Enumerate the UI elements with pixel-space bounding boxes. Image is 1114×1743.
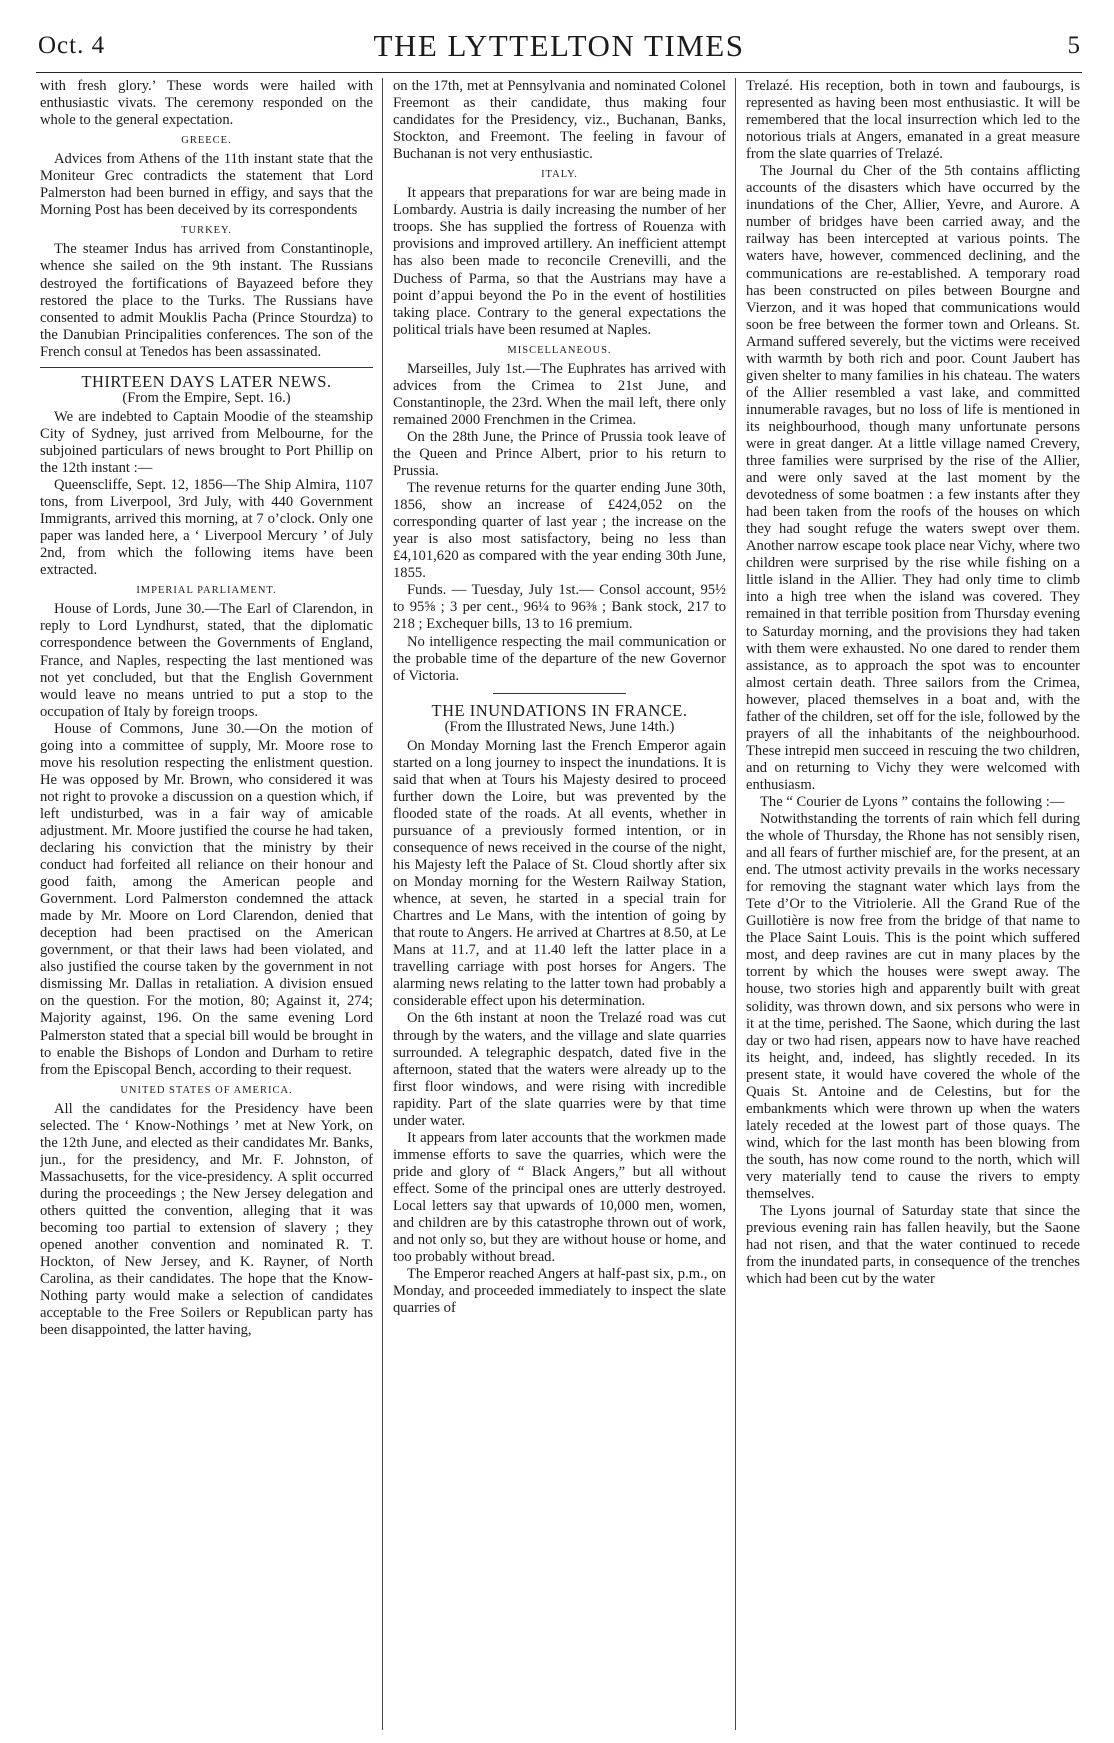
section-heading-turkey: TURKEY.: [181, 225, 232, 237]
column-2: [393, 78, 726, 1728]
paragraph: House of Commons, June 30.—On the motion of going into a committee of supply, Mr. Moore rose to move his resolution respecting the enlistment question. He was opposed by Mr. Brown, who considered it was not right to provoke a discussion on a question which, if left undisturbed, was in a fair way of amicable adjustment. Mr. Moore justified the course he had taken, declaring his conviction that the ministry by their conduct had forfeited all reliance on their honour and good faith, among the American people and Government. Lord Palmerston condemned the attack made by Mr. Moore on Lord Clarendon, denied that deception had been practised on the American government, or that their laws had been violated, and also justified the course taken by the government in not dismissing Mr. Dallas in retaliation. A division ensued on the question. For the motion, 80; Against it, 274; Majority against, 196. On the same evening Lord Palmerston stated that a special bill would be brought in to enable the Bishops of London and Durham to retire from the Episcopal Bench, according to their request.: [40, 720, 373, 1078]
column-1: [40, 78, 373, 1728]
paragraph: Notwithstanding the torrents of rain which fell during the whole of Thursday, the Rhone has not sensibly risen, and all fears of further mischief are, for the present, at an end. The utmost activity prevails in the works necessary for removing the stagnant water which lays from the Tete d’Or to the Vitriolerie. All the Grand Rue of the Guillotière is now free from the bridge of that name to the Place Saint Louis. This is the point which suffered most, and deep ravines are cut in many places by the torrent by which the houses were swept away. The house, two stories high and apparently built with great solidity, was thrown down, and six persons who were in it at the time, perished. The Saone, which during the last day or two had risen, appears now to have have reached its height, and, indeed, has slightly receded. In its present state, it would have covered the whole of the Quais St. Antoine and de Celestins, but for the embankments which were thrown up when the waters lately receded at the lowest part of those quays. The wind, which for the last month has been blowing from the south, has now come round to the north, which will very materially tend to cause the rivers to empty themselves.: [746, 811, 1080, 1203]
paragraph: On Monday Morning last the French Emperor again started on a long journey to inspect the inundations. It is said that when at Tours his Majesty desired to proceed further down the Loire, but was prevented by the flooded state of the roads. At all events, whether in pursuance of a previously formed intention, or in consequence of news received in the course of the night, his Majesty left the Palace of St. Cloud shortly after six on Monday morning for the Western Railway Station, whence, at seven, he started in a special train for Chartres and Le Mans, with the intention of going by that route to Angers. He arrived at Chartres at 8.50, at Le Mans at 11.7, and at 11.40 left the latter place in a travelling carriage with post horses for Angers. The alarming news relating to the latter town had probably a considerable effect upon his determination.: [393, 737, 726, 1010]
article-headline: THIRTEEN DAYS LATER NEWS.: [81, 371, 332, 391]
section-heading-italy: ITALY.: [541, 169, 578, 181]
paragraph: The Lyons journal of Saturday state that since the previous evening rain has fallen heavily, but the Saone had not risen, and that the water continued to recede from the inundated parts, in consequence of the trenches which had been cut by the water: [746, 1203, 1080, 1288]
section-heading-parliament: IMPERIAL PARLIAMENT.: [136, 585, 277, 597]
article-source: (From the Empire, Sept. 16.): [122, 389, 291, 406]
page-number: 5: [1067, 32, 1080, 59]
paragraph: It appears that preparations for war are being made in Lombardy. Austria is daily increasing the number of her troops. She has supplied the fortress of Rouenza with provisions and improved artillery. An inefficient attempt has also been made to reconcile Crenevilli, and the Duchess of Parma, so that the Austrians may have a point d’appui beyond the Po in the event of hostilities taking place. Contrary to the general expectations the political trials have been resumed at Naples.: [393, 185, 726, 338]
paragraph: Advices from Athens of the 11th instant state that the Moniteur Grec contradicts the statement that Lord Palmerston had been burned in effigy, and says that the Morning Post has been deceived by its correspondents: [40, 151, 373, 219]
column-3: [746, 78, 1080, 1728]
column-divider-2: [735, 78, 736, 1730]
paragraph: No intelligence respecting the mail communication or the probable time of the departure of the new Governor of Victoria.: [393, 633, 726, 684]
column-divider-1: [382, 78, 383, 1730]
paragraph: The Journal du Cher of the 5th contains afflicting accounts of the disasters which have occurred by the inundations of the Cher, Allier, Yevre, and Aurore. A number of bridges have been carried away, and the railway has been intercepted at various points. The waters have, however, commenced declining, and the communications are re-established. A temporary road has been constructed on piles between Bourgne and Vierzon, and it was hoped that communications would soon be free between the former town and Orleans. St. Armand suffered severely, but the victims were received with warmth by both rich and poor. Count Jaubert has given shelter to many families in his chateau. The waters of the Allier resembled a vast lake, and committed innumerable ravages, but no loss of life is mentioned in its neighbourhood, though many unfortunate persons were in great danger. At a little village named Crevery, three families were surprised by the rise of the Allier, and were only saved at the last moment by the devotedness of some boatmen : a few instants after they had been taken from the roofs of the houses on which they had sought refuge the waters swept over them. Another narrow escape took place near Vichy, where two children were surprised by the rise while fishing on a little island in the Allier. They had only time to climb into a high tree when the island was covered. They remained in that terrible position from Thursday evening to Saturday morning, and the provisions they had taken with them were exhausted. No one dared to render them assistance, as to approach the spot was to encounter almost certain death. Three sailors from the Crimea, however, placed themselves in a boat and, with the father of the children, set off for the isle, followed by the prayers of all the inhabitants of the neighbourhood. These intrepid men succeed in rescuing the two children, and on returning to Vichy they were welcomed with enthusiasm.: [746, 163, 1080, 793]
paragraph: We are indebted to Captain Moodie of the steamship City of Sydney, just arrived from Melbourne, for the subjoined particulars of news brought to Port Phillip on the 12th instant :—: [40, 408, 373, 476]
paragraph: The revenue returns for the quarter ending June 30th, 1856, show an increase of £424,052 on the corresponding quarter of last year ; the increase on the year is also most satisfactory, being no less than £4,101,620 as compared with the year ending 30th June, 1855.: [393, 480, 726, 582]
paragraph: with fresh glory.’ These words were hailed with enthusiastic vivats. The ceremony responded on the whole to the general expectation.: [40, 78, 373, 129]
paragraph: Marseilles, July 1st.—The Euphrates has arrived with advices from the Crimea to 21st June, and Constantinople, the 23rd. When the mail left, there only remained 2000 Frenchmen in the Crimea.: [393, 360, 726, 428]
paragraph: Queenscliffe, Sept. 12, 1856—The Ship Almira, 1107 tons, from Liverpool, 3rd July, with 440 Government Immigrants, arrived this morning, at 7 o’clock. Only one paper was landed here, a ‘ Liverpool Mercury ’ of July 2nd, from which the following items have been extracted.: [40, 477, 373, 579]
paragraph: The Emperor reached Angers at half-past six, p.m., on Monday, and proceeded immediately to inspect the slate quarries of: [393, 1266, 726, 1317]
paragraph: It appears from later accounts that the workmen made immense efforts to save the quarries, which were the pride and glory of “ Black Angers,” but all without effect. Some of the principal ones are utterly destroyed. Local letters say that upwards of 10,000 men, women, and children are by this catastrophe thrown out of work, and not only so, but they are without house or home, and too probably without bread.: [393, 1129, 726, 1266]
paragraph: on the 17th, met at Pennsylvania and nominated Colonel Freemont as their candidate, thus making four candidates for the Presidency, viz., Buchanan, Banks, Stockton, and Freemont. The feeling in favour of Buchanan is not very enthusiastic.: [393, 78, 726, 163]
newspaper-title: THE LYTTELTON TIMES: [373, 28, 745, 63]
paragraph: House of Lords, June 30.—The Earl of Clarendon, in reply to Lord Lyndhurst, stated, that the diplomatic correspondence between the Governments of England, France, and Naples, respecting the last mentioned was not yet concluded, but that the English Government would leave no means untried to put a stop to the occupation of Italy by foreign troops.: [40, 601, 373, 720]
paragraph: Funds. — Tuesday, July 1st.— Consol account, 95½ to 95⅝ ; 3 per cent., 96¼ to 96⅜ ; Bank stock, 217 to 218 ; Exchequer bills, 13 to 16 premium.: [393, 582, 726, 633]
article-source: (From the Illustrated News, June 14th.): [444, 718, 675, 735]
article-headline: THE INUNDATIONS IN FRANCE.: [431, 700, 688, 720]
paragraph: On the 6th instant at noon the Trelazé road was cut through by the waters, and the village and slate quarries surrounded. A telegraphic despatch, dated five in the afternoon, stated that the waters were already up to the first floor windows, and were rising with incredible rapidity. Part of the slate quarries were by that time under water.: [393, 1010, 726, 1129]
article-divider: [40, 367, 373, 368]
header-rule: [36, 72, 1082, 73]
paragraph: On the 28th June, the Prince of Prussia took leave of the Queen and Prince Albert, prior to his return to Prussia.: [393, 428, 726, 480]
masthead: [30, 28, 1088, 68]
article-divider: [493, 693, 626, 694]
paragraph: All the candidates for the Presidency have been selected. The ‘ Know-Nothings ’ met at New York, on the 12th June, and elected as their candidates Mr. Banks, jun., for the presidency, and Mr. F. Johnston, of Massachusetts, for the vice-presidency. A split occurred during the proceedings ; the New Jersey delegation and others quitted the convention, alleging that it was becoming too partial to extension of slavery ; they opened another convention and nominated R. T. Hockton, of New Jersey, and K. Rayner, of North Carolina, as their candidates. The hope that the Know-Nothing party would make a selection of candidates acceptable to the Free Soilers or Republican party has been disappointed, the latter having,: [40, 1100, 373, 1339]
section-heading-usa: UNITED STATES OF AMERICA.: [120, 1084, 293, 1096]
issue-date: Oct. 4: [38, 32, 106, 59]
section-heading-greece: GREECE.: [181, 135, 232, 147]
paragraph: The “ Courier de Lyons ” contains the following :—: [760, 793, 1065, 810]
paragraph: Trelazé. His reception, both in town and faubourgs, is represented as having been most enthusiastic. It will be remembered that the local insurrection which led to the notorious trials at Angers, emanated in a great measure from the slate quarries of Trelazé.: [746, 78, 1080, 163]
section-heading-miscellaneous: MISCELLANEOUS.: [507, 344, 612, 356]
paragraph: The steamer Indus has arrived from Constantinople, whence she sailed on the 9th instant. The Russians destroyed the fortifications of Bayazeed before they restored the place to the Turks. The Russians have consented to admit Mouklis Pacha (Prince Stourdza) to the Danubian Principalities conferences. The son of the French consul at Tenedos has been assassinated.: [40, 241, 373, 360]
